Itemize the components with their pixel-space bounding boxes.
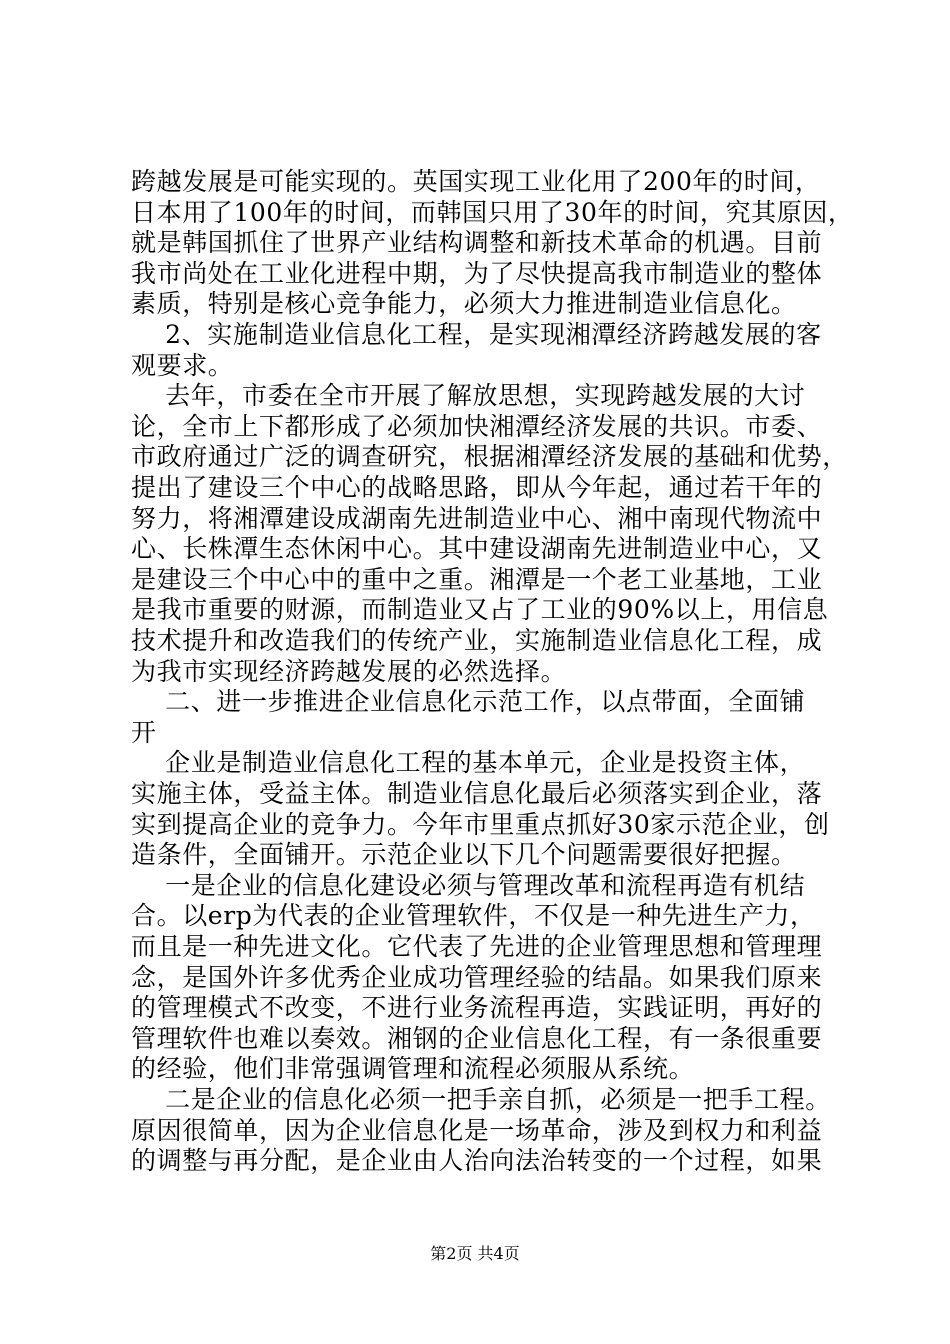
text-line: 的管理模式不改变，不进行业务流程再造，实践证明，再好的 — [131, 993, 823, 1023]
text-line: 是我市重要的财源，而制造业又占了工业的90%以上，用信息 — [131, 595, 829, 625]
text-line: 二是企业的信息化必须一把手亲自抓，必须是一把手工程。 — [131, 1085, 831, 1114]
text-line: 观要求。 — [131, 350, 234, 380]
text-line: 心、长株潭生态休闲中心。其中建设湖南先进制造业中心，又 — [131, 534, 823, 564]
text-line: 技术提升和改造我们的传统产业，实施制造业信息化工程，成 — [131, 626, 823, 655]
text-line: 一是企业的信息化建设必须与管理改革和流程再造有机结 — [131, 870, 806, 900]
text-line: 提出了建设三个中心的战略思路，即从今年起，通过若干年的 — [131, 473, 823, 502]
text-line: 素质，特别是核心竞争能力，必须大力推进制造业信息化。 — [131, 289, 797, 319]
text-line: 合。以erp为代表的企业管理软件，不仅是一种先进生产力， — [131, 901, 816, 931]
text-line: 市政府通过广泛的调查研究，根据湘潭经济发展的基础和优势， — [131, 442, 848, 472]
text-line: 就是韩国抓住了世界产业结构调整和新技术革命的机遇。目前 — [131, 228, 823, 258]
text-line: 的经验，他们非常强调管理和流程必须服从系统。 — [131, 1054, 695, 1084]
text-line: 我市尚处在工业化进程中期，为了尽快提高我市制造业的整体 — [131, 258, 823, 288]
text-line: 造条件，全面铺开。示范企业以下几个问题需要很好把握。 — [131, 840, 797, 870]
text-line: 跨越发展是可能实现的。英国实现工业化用了200年的时间， — [131, 167, 821, 196]
text-line: 去年，市委在全市开展了解放思想，实现跨越发展的大讨 — [131, 381, 806, 411]
text-line: 念，是国外许多优秀企业成功管理经验的结晶。如果我们原来 — [131, 962, 823, 992]
text-line: 原因很简单，因为企业信息化是一场革命，涉及到权力和利益 — [131, 1115, 823, 1145]
text-line: 日本用了100年的时间，而韩国只用了30年的时间，究其原因， — [131, 197, 854, 227]
text-line: 为我市实现经济跨越发展的必然选择。 — [131, 656, 567, 686]
text-line: 论，全市上下都形成了必须加快湘潭经济发展的共识。市委、 — [131, 411, 823, 441]
text-line: 实施主体，受益主体。制造业信息化最后必须落实到企业，落 — [131, 779, 823, 808]
text-line: 二、进一步推进企业信息化示范工作，以点带面，全面铺 — [131, 687, 806, 717]
text-line: 而且是一种先进文化。它代表了先进的企业管理思想和管理理 — [131, 932, 823, 961]
text-line: 管理软件也难以奏效。湘钢的企业信息化工程，有一条很重要 — [131, 1023, 823, 1053]
text-line: 实到提高企业的竞争力。今年市里重点抓好30家示范企业，创 — [131, 809, 830, 839]
text-line: 开 — [131, 717, 157, 747]
page-number: 第2页 共4页 — [430, 1244, 520, 1263]
text-line: 2、实施制造业信息化工程，是实现湘潭经济跨越发展的客 — [131, 320, 822, 349]
text-line: 的调整与再分配，是企业由人治向法治转变的一个过程，如果 — [131, 1146, 823, 1176]
page-footer — [0, 1244, 950, 1264]
text-line: 企业是制造业信息化工程的基本单元，企业是投资主体， — [131, 748, 806, 778]
text-line: 是建设三个中心中的重中之重。湘潭是一个老工业基地，工业 — [131, 564, 823, 594]
text-line: 努力，将湘潭建设成湖南先进制造业中心、湘中南现代物流中 — [131, 503, 823, 533]
